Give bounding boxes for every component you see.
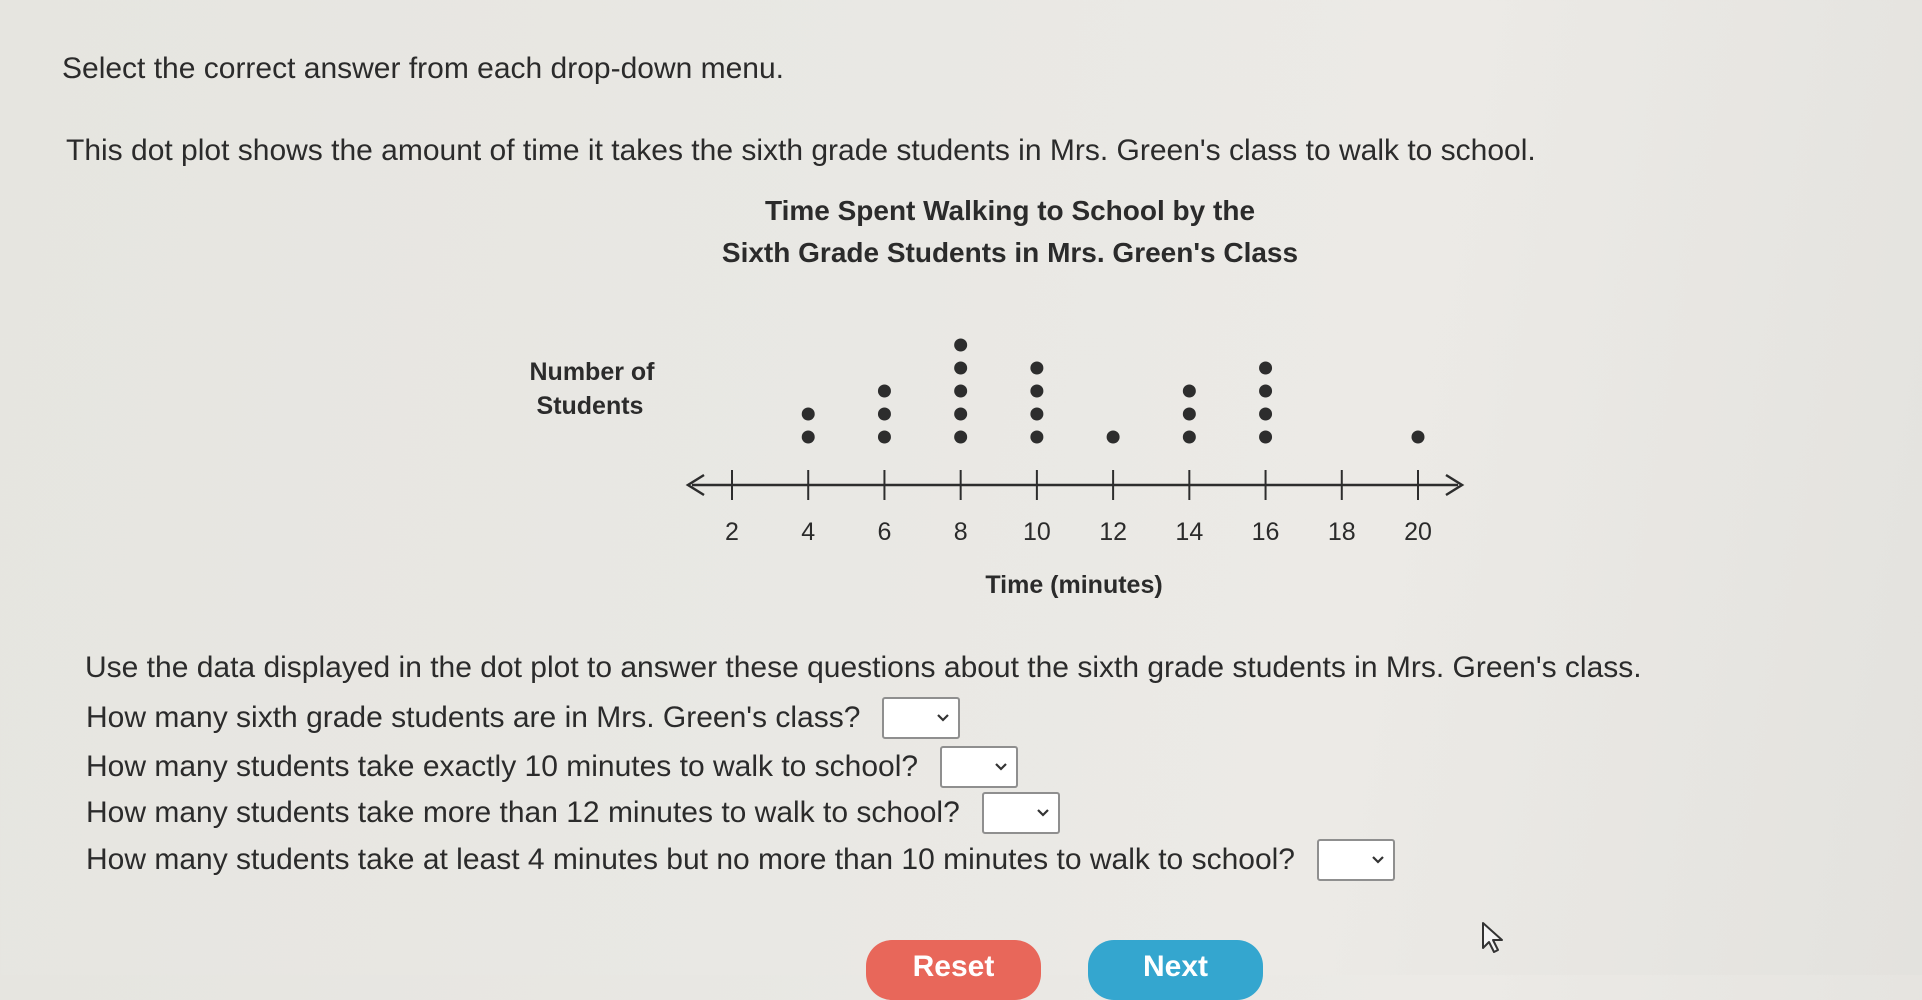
x-tick-label: 20 <box>1404 518 1432 546</box>
data-dot <box>954 339 967 352</box>
question-intro: Use the data displayed in the dot plot to answer these questions about the sixth grade students in Mrs. Green's class. <box>85 651 1642 684</box>
x-tick-label: 6 <box>877 518 892 546</box>
question-1 <box>86 697 960 739</box>
data-dot <box>1030 362 1043 375</box>
question-2-dropdown[interactable] <box>940 746 1018 788</box>
intro-text: This dot plot shows the amount of time it takes the sixth grade students in Mrs. Green's class to walk to school. <box>66 134 1536 167</box>
data-dot <box>1183 431 1196 444</box>
question-4-dropdown[interactable] <box>1317 839 1395 881</box>
data-dot <box>1107 431 1120 444</box>
chart-title-line-1: Time Spent Walking to School by the <box>764 195 1256 226</box>
question-3-text: How many students take more than 12 minutes to walk to school? <box>86 796 960 829</box>
chevron-down-icon <box>994 762 1008 772</box>
x-tick-label: 2 <box>725 518 739 546</box>
data-dot <box>802 408 815 421</box>
question-1-dropdown[interactable] <box>882 697 960 739</box>
data-dot <box>1030 408 1043 421</box>
data-dot <box>954 362 967 375</box>
x-tick-label: 18 <box>1327 518 1356 546</box>
x-tick-label: 8 <box>953 518 968 546</box>
data-dot <box>1259 362 1272 375</box>
mouse-pointer-icon <box>1480 920 1510 954</box>
data-dot <box>802 431 815 444</box>
x-axis-label: Time (minutes) <box>985 571 1163 599</box>
data-dot <box>954 408 967 421</box>
y-axis-label-line-2: Students <box>536 392 644 420</box>
data-dot <box>1259 408 1272 421</box>
data-dot <box>878 431 891 444</box>
data-dot <box>878 385 891 398</box>
chevron-down-icon <box>1036 808 1050 818</box>
data-dot <box>954 431 967 444</box>
x-tick-label: 4 <box>801 518 816 546</box>
chart-title-line-2: Sixth Grade Students in Mrs. Green's Class <box>721 237 1299 268</box>
reset-button[interactable]: Reset <box>866 940 1041 1000</box>
data-dot <box>1412 431 1425 444</box>
chevron-down-icon <box>936 713 950 723</box>
instruction-text: Select the correct answer from each drop-down menu. <box>62 52 785 85</box>
x-tick-label: 14 <box>1175 518 1204 546</box>
question-4-text: How many students take at least 4 minutes but no more than 10 minutes to walk to school? <box>86 843 1295 876</box>
y-axis-label-line-1: Number of <box>529 358 655 386</box>
question-1-text: How many sixth grade students are in Mrs. Green's class? <box>86 701 861 734</box>
chevron-down-icon <box>1371 855 1385 865</box>
question-4 <box>86 839 1395 881</box>
next-button[interactable]: Next <box>1088 940 1263 1000</box>
data-dot <box>954 385 967 398</box>
x-tick-label: 16 <box>1251 518 1280 546</box>
question-3-dropdown[interactable] <box>982 792 1060 834</box>
data-dot <box>1030 431 1043 444</box>
question-2-text: How many students take exactly 10 minutes to walk to school? <box>86 750 919 783</box>
data-dot <box>1030 385 1043 398</box>
data-dot <box>1259 431 1272 444</box>
question-3 <box>86 792 1060 834</box>
x-tick-label: 10 <box>1022 518 1051 546</box>
question-2 <box>86 746 1018 788</box>
x-tick-label: 12 <box>1099 518 1128 546</box>
data-dot <box>878 408 891 421</box>
data-dot <box>1183 408 1196 421</box>
data-dot <box>1259 385 1272 398</box>
data-dot <box>1183 385 1196 398</box>
